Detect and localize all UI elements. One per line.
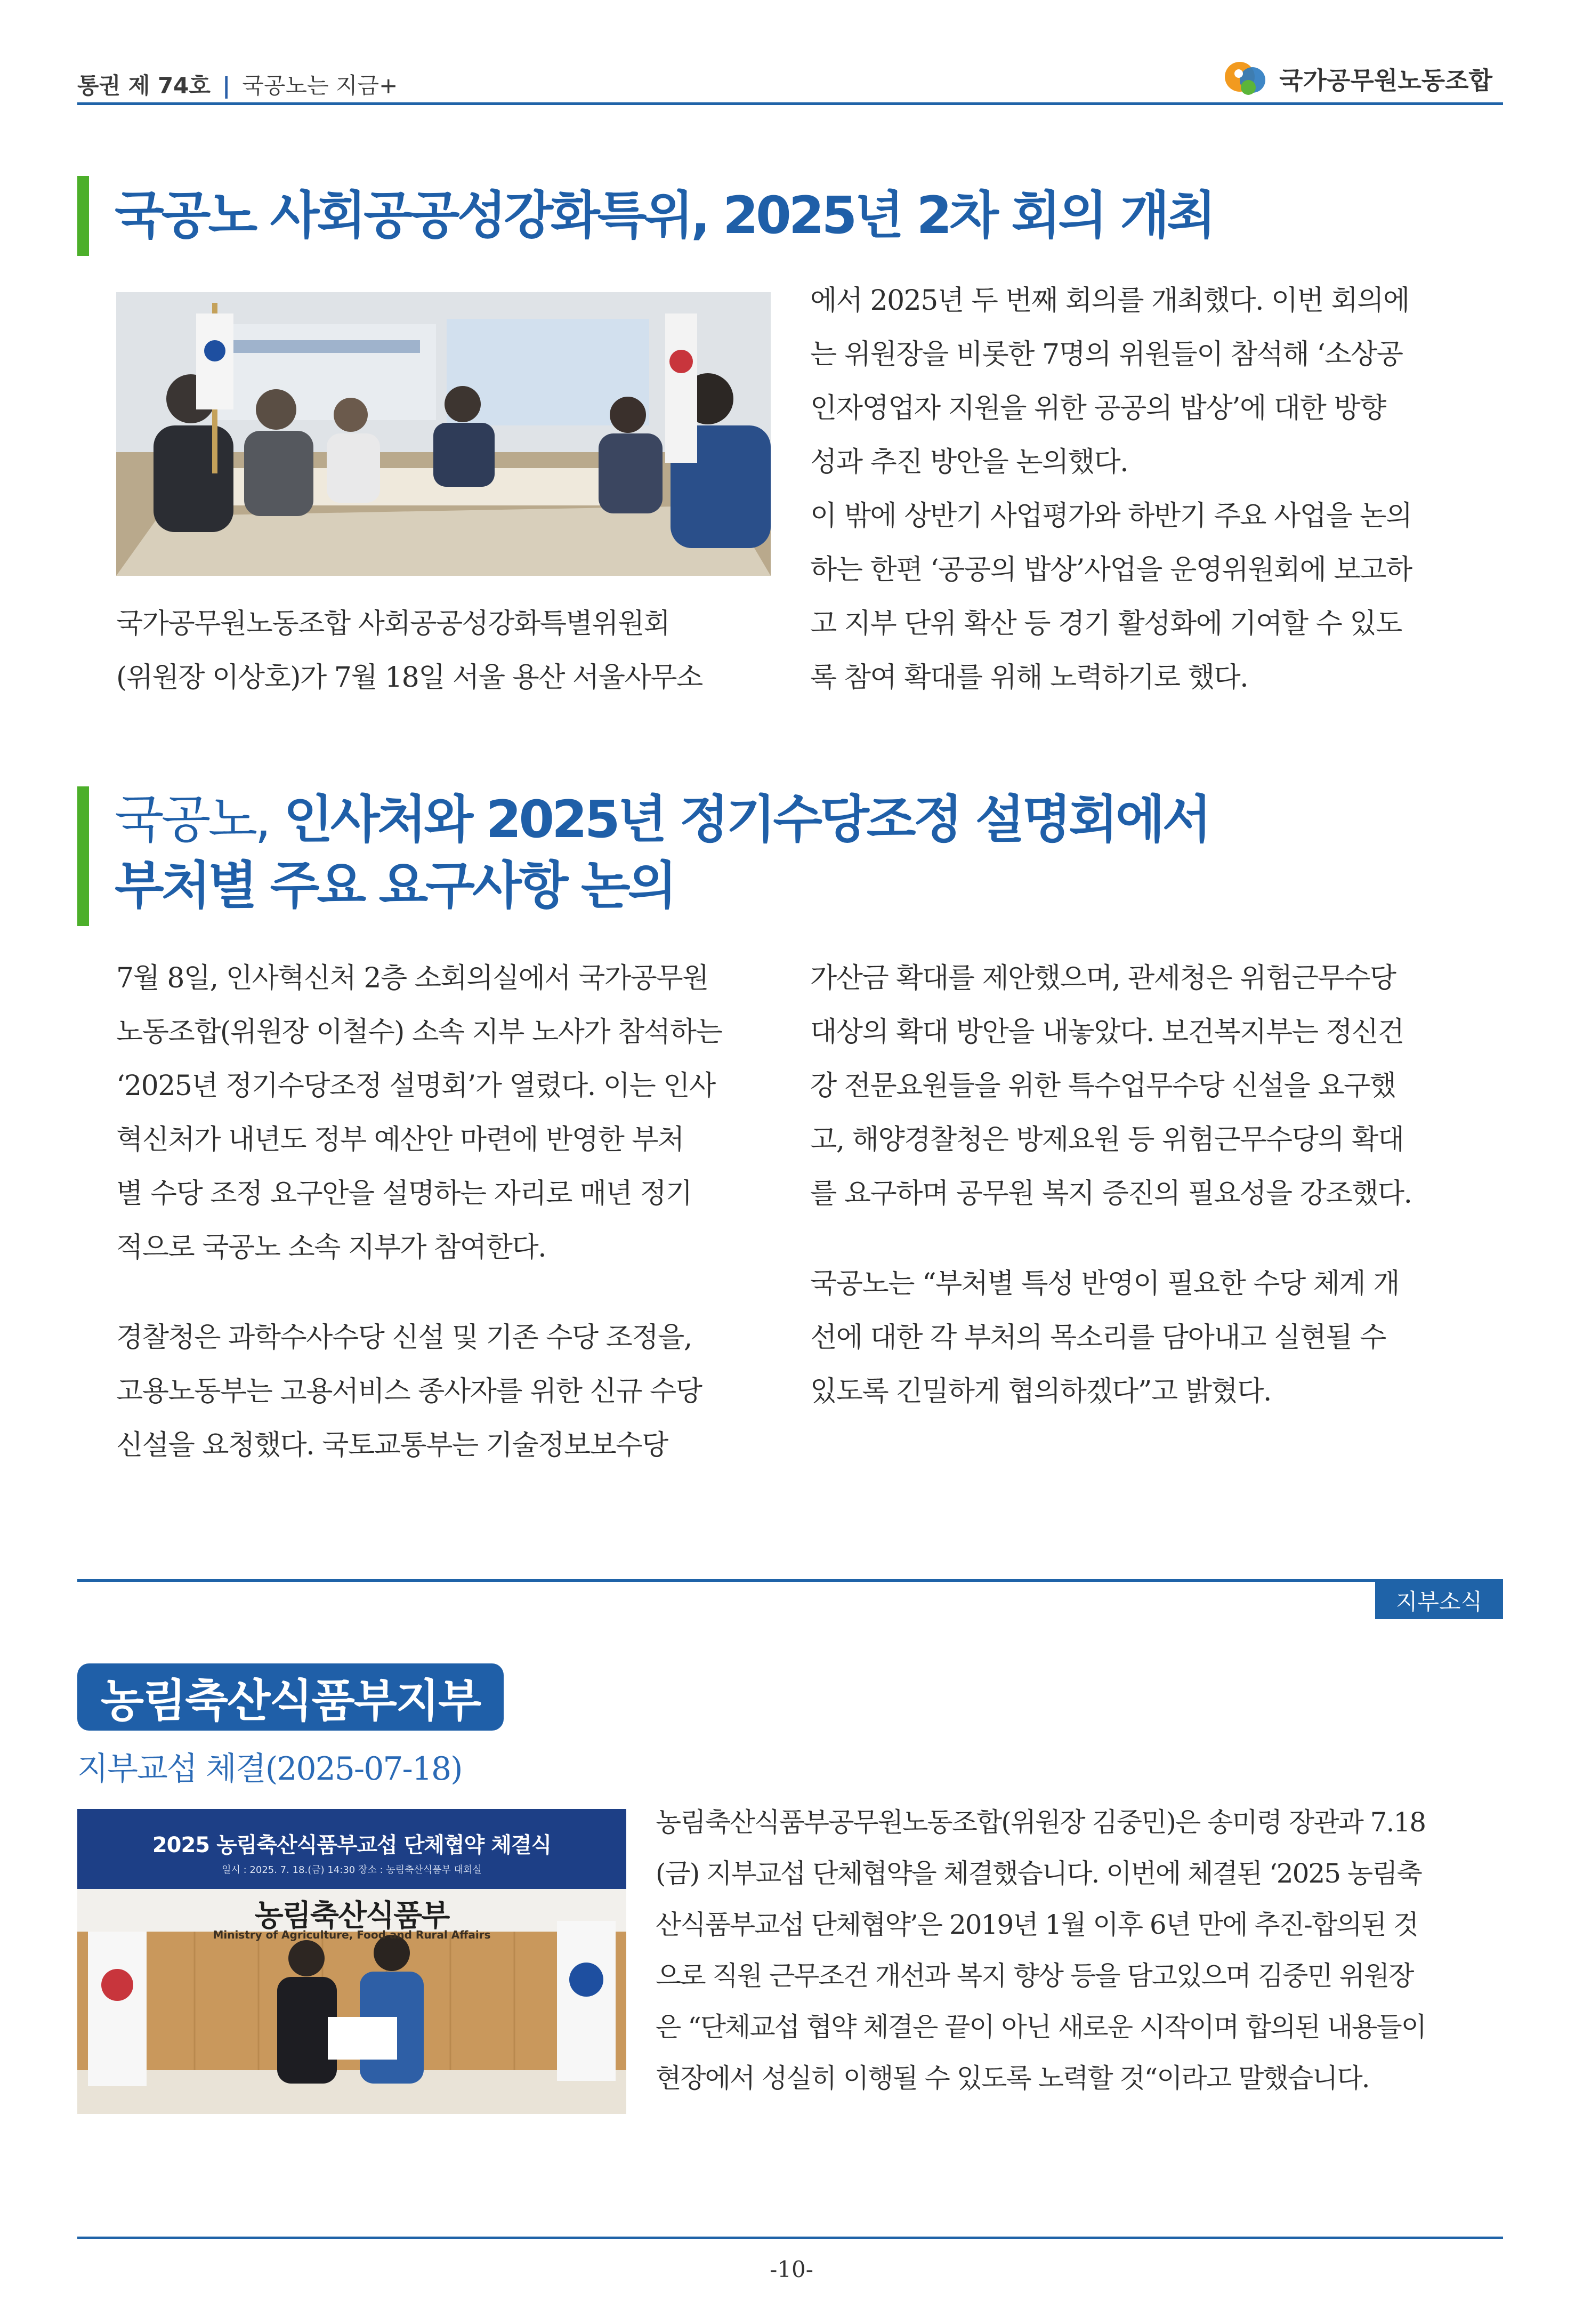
text-line: 가산금 확대를 제안했으며, 관세청은 위험근무수당 bbox=[810, 962, 1396, 994]
text-line: 이 밖에 상반기 사업평가와 하반기 주요 사업을 논의 bbox=[810, 500, 1412, 532]
text-line: 7월 8일, 인사혁신처 2층 소회의실에서 국가공무원 bbox=[116, 962, 708, 994]
header-divider bbox=[77, 102, 1503, 105]
text-line: 으로 직원 근무조건 개선과 복지 향상 등을 담고있으며 김중민 위원장 bbox=[656, 1960, 1414, 1991]
article2-right-column bbox=[810, 952, 1503, 1419]
text-line: 산식품부교섭 단체협약’은 2019년 1월 이후 6년 만에 추진-합의된 것 bbox=[656, 1909, 1418, 1940]
text-line: 은 “단체교섭 협약 체결은 끝이 아닌 새로운 시작이며 합의된 내용들이 bbox=[656, 2012, 1426, 2042]
text-line: 는 위원장을 비롯한 7명의 위원들이 참석해 ‘소상공 bbox=[810, 339, 1403, 371]
text-line: 경찰청은 과학수사수당 신설 및 기존 수당 조정을, bbox=[116, 1322, 692, 1354]
text-line: 선에 대한 각 부처의 목소리를 담아내고 실현될 수 bbox=[810, 1322, 1386, 1354]
title-prefix: 국공노, bbox=[115, 790, 269, 849]
text-line: 고 지부 단위 확산 등 경기 활성화에 기여할 수 있도 bbox=[810, 608, 1402, 640]
title-line-2: 부처별 주요 요구사항 논의 bbox=[115, 856, 675, 915]
text-line: 노동조합(위원장 이철수) 소속 지부 노사가 참석하는 bbox=[116, 1016, 722, 1048]
text-line: 현장에서 성실히 이행될 수 있도록 노력할 것“이라고 말했습니다. bbox=[656, 2063, 1369, 2094]
text-line: 농림축산식품부공무원노동조합(위원장 김중민)은 송미령 장관과 7.18 bbox=[656, 1807, 1426, 1838]
article2-title bbox=[115, 786, 1209, 919]
branch-body bbox=[656, 1797, 1503, 2104]
text-line: 있도록 긴밀하게 협의하겠다”고 밝혔다. bbox=[810, 1376, 1271, 1408]
photo-ministry-en: Ministry of Agriculture, Food and Rural Affairs bbox=[213, 1928, 491, 1941]
text-line: 성과 추진 방안을 논의했다. bbox=[810, 446, 1128, 478]
issue-number: 통권 제 74호 bbox=[77, 73, 211, 99]
text-line: 록 참여 확대를 위해 노력하기로 했다. bbox=[810, 662, 1248, 694]
article1-body bbox=[810, 274, 1503, 705]
text-line: 고용노동부는 고용서비스 종사자를 위한 신규 수당 bbox=[116, 1376, 702, 1408]
article1-caption bbox=[116, 597, 772, 705]
text-line: 국공노는 “부처별 특성 반영이 필요한 수당 체계 개 bbox=[810, 1268, 1399, 1300]
header-separator: | bbox=[222, 73, 231, 99]
section-name: 국공노는 지금+ bbox=[242, 73, 398, 99]
union-logo-icon bbox=[1223, 58, 1271, 100]
branch-subtitle: 지부교섭 체결(2025-07-18) bbox=[77, 1750, 462, 1788]
text-line: 대상의 확대 방안을 내놓았다. 보건복지부는 정신건 bbox=[810, 1016, 1404, 1048]
org-name: 국가공무원노동조합 bbox=[1279, 66, 1492, 95]
text-line: 강 전문요원들을 위한 특수업무수당 신설을 요구했 bbox=[810, 1070, 1396, 1102]
branch-news-tag: 지부소식 bbox=[1375, 1582, 1503, 1619]
title-main: 인사처와 2025년 정기수당조정 설명회에서 bbox=[268, 790, 1209, 849]
title-line-1 bbox=[115, 786, 1209, 853]
photo-banner-title: 2025 농림축산식품부교섭 단체협약 체결식 bbox=[152, 1833, 552, 1857]
branch-divider bbox=[77, 1579, 1503, 1582]
branch-name: 농림축산식품부지부 bbox=[77, 1663, 504, 1731]
article1-title: 국공노 사회공공성강화특위, 2025년 2차 회의 개최 bbox=[115, 186, 1214, 245]
header-breadcrumb bbox=[77, 68, 398, 100]
page-number: -10- bbox=[770, 2256, 813, 2282]
text-line: 인자영업자 지원을 위한 공공의 밥상’에 대한 방향 bbox=[810, 392, 1386, 424]
text-line: 별 수당 조정 요구안을 설명하는 자리로 매년 정기 bbox=[116, 1178, 692, 1210]
text-line: 에서 2025년 두 번째 회의를 개최했다. 이번 회의에 bbox=[810, 285, 1409, 317]
text-line: (금) 지부교섭 단체협약을 체결했습니다. 이번에 체결된 ‘2025 농림축 bbox=[656, 1858, 1422, 1889]
text-line: 를 요구하며 공무원 복지 증진의 필요성을 강조했다. bbox=[810, 1178, 1412, 1210]
photo-ministry-name: 농림축산식품부 bbox=[254, 1899, 449, 1933]
text-line: 고, 해양경찰청은 방제요원 등 위험근무수당의 확대 bbox=[810, 1124, 1404, 1156]
org-logo bbox=[1223, 58, 1492, 100]
meeting-photo bbox=[116, 292, 771, 576]
text-line: 하는 한편 ‘공공의 밥상’사업을 운영위원회에 보고하 bbox=[810, 554, 1412, 586]
text-line: (위원장 이상호)가 7월 18일 서울 용산 서울사무소 bbox=[116, 662, 702, 694]
footer-divider bbox=[77, 2237, 1503, 2239]
title-accent-bar bbox=[77, 176, 89, 256]
text-line: 국가공무원노동조합 사회공공성강화특별위원회 bbox=[116, 608, 670, 640]
text-line: ‘2025년 정기수당조정 설명회’가 열렸다. 이는 인사 bbox=[116, 1070, 715, 1102]
text-line: 혁신처가 내년도 정부 예산안 마련에 반영한 부처 bbox=[116, 1124, 684, 1156]
article2-left-column bbox=[116, 952, 772, 1473]
signing-ceremony-photo bbox=[77, 1809, 626, 2114]
photo-banner-info: 일시 : 2025. 7. 18.(금) 14:30 장소 : 농림축산식품부 대회실 bbox=[222, 1864, 482, 1876]
title-accent-bar bbox=[77, 786, 89, 926]
text-line: 적으로 국공노 소속 지부가 참여한다. bbox=[116, 1232, 546, 1264]
text-line: 신설을 요청했다. 국토교통부는 기술정보보수당 bbox=[116, 1429, 668, 1461]
